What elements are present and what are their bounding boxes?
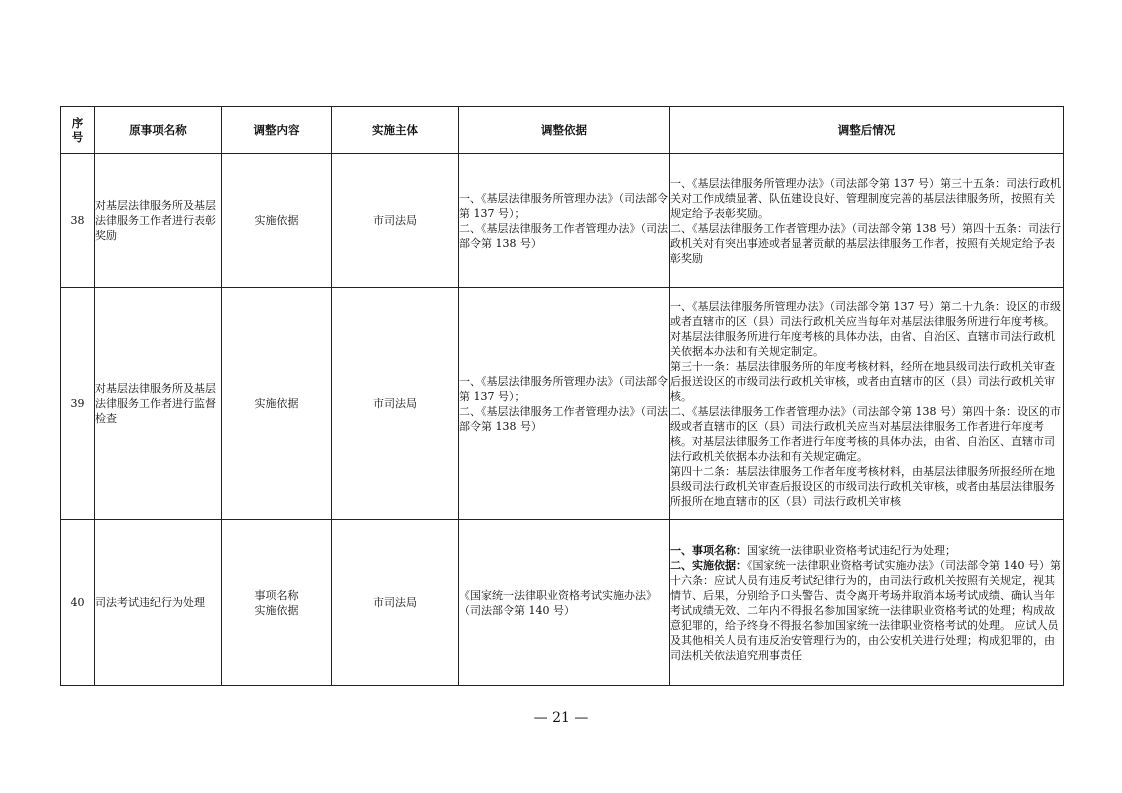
header-subject: 实施主体 [332,107,459,154]
row-basis: 一、《基层法律服务所管理办法》（司法部令第 137 号）； 二、《基层法律服务工作者管理办法》（司法部令第 138 号） [459,154,670,288]
header-seq [61,107,95,154]
after-text-name: 国家统一法律职业资格考试违纪行为处理； [747,543,956,557]
after-text-basis: 《国家统一法律职业资格考试实施办法》（司法部令第 140 号）第十六条：应试人员有违反考试纪律行为的，由司法行政机关按照有关规定，视其情节、后果，分别给予口头警告、责令离开考场并取消本场考试成绩、确认当年考试成绩无效、二年内不得报名参加国家统一法律职业资格考试的处理；构成故意犯罪的，给予终身不得报名参加国家统一法律职业资格考试的处理。 应试人员及其他相关人员有违反治安管理行为的，由公安机关进行处理；构成犯罪的，由司法机关依法追究刑事责任 [670,558,1061,662]
row-seq: 38 [61,154,95,288]
header-seq-text: 序 号 [71,116,84,144]
row-content: 事项名称 实施依据 [222,520,332,686]
row-name: 司法考试违纪行为处理 [95,520,222,686]
header-name: 原事项名称 [95,107,222,154]
table-row [61,288,1064,520]
row-basis: 一、《基层法律服务所管理办法》（司法部令第 137 号）； 二、《基层法律服务工作者管理办法》（司法部令第 138 号） [459,288,670,520]
row-subject: 市司法局 [332,520,459,686]
row-after: 一、《基层法律服务所管理办法》（司法部令第 137 号）第三十五条：司法行政机关对工作成绩显著、队伍建设良好、管理制度完善的基层法律服务所，按照有关规定给予表彰奖励。 二、《基层法律服务工作者管理办法》（司法部令第 138 号）第四十五条：司法行政机关对有突出事迹或者显著贡献的基层法律服务工作者，按照有关规定给予表彰奖励 [670,154,1064,288]
row-seq: 40 [61,520,95,686]
row-content: 实施依据 [222,154,332,288]
table-header-row [61,107,1064,154]
row-name: 对基层法律服务所及基层法律服务工作者进行表彰奖励 [95,154,222,288]
after-label-basis: 二、实施依据： [670,558,747,572]
row-after [670,520,1064,686]
row-subject: 市司法局 [332,288,459,520]
table-row [61,520,1064,686]
row-after: 一、《基层法律服务所管理办法》（司法部令第 137 号）第二十九条：设区的市级或者直辖市的区（县）司法行政机关应当每年对基层法律服务所进行年度考核。对基层法律服务所进行年度考核的具体办法，由省、自治区、直辖市司法行政机关依据本办法和有关规定制定。 第三十一条：基层法律服务所的年度考核材料，经所在地县级司法行政机关审查后报送设区的市级司法行政机关审核，或者由直辖市的区（县）司法行政机关审核。 二、《基层法律服务工作者管理办法》（司法部令第 138 号）第四十条：设区的市级或者直辖市的区（县）司法行政机关应当对基层法律服务工作者进行年度考核。对基层法律服务工作者进行年度考核的具体办法，由省、自治区、直辖市司法行政机关依据本办法和有关规定确定。 第四十二条：基层法律服务工作者年度考核材料，由基层法律服务所报经所在地县级司法行政机关审查后报设区的市级司法行政机关审核，或者由基层法律服务所报所在地直辖市的区（县）司法行政机关审核 [670,288,1064,520]
row-content: 实施依据 [222,288,332,520]
header-basis: 调整依据 [459,107,670,154]
row-name: 对基层法律服务所及基层法律服务工作者进行监督检查 [95,288,222,520]
after-label-name: 一、事项名称： [670,543,747,557]
row-basis: 《国家统一法律职业资格考试实施办法》（司法部令第 140 号） [459,520,670,686]
row-subject: 市司法局 [332,154,459,288]
header-after: 调整后情况 [670,107,1064,154]
page-number: — 21 — [533,710,589,726]
header-content: 调整内容 [222,107,332,154]
table-row [61,154,1064,288]
row-seq: 39 [61,288,95,520]
adjustment-table [60,106,1064,686]
